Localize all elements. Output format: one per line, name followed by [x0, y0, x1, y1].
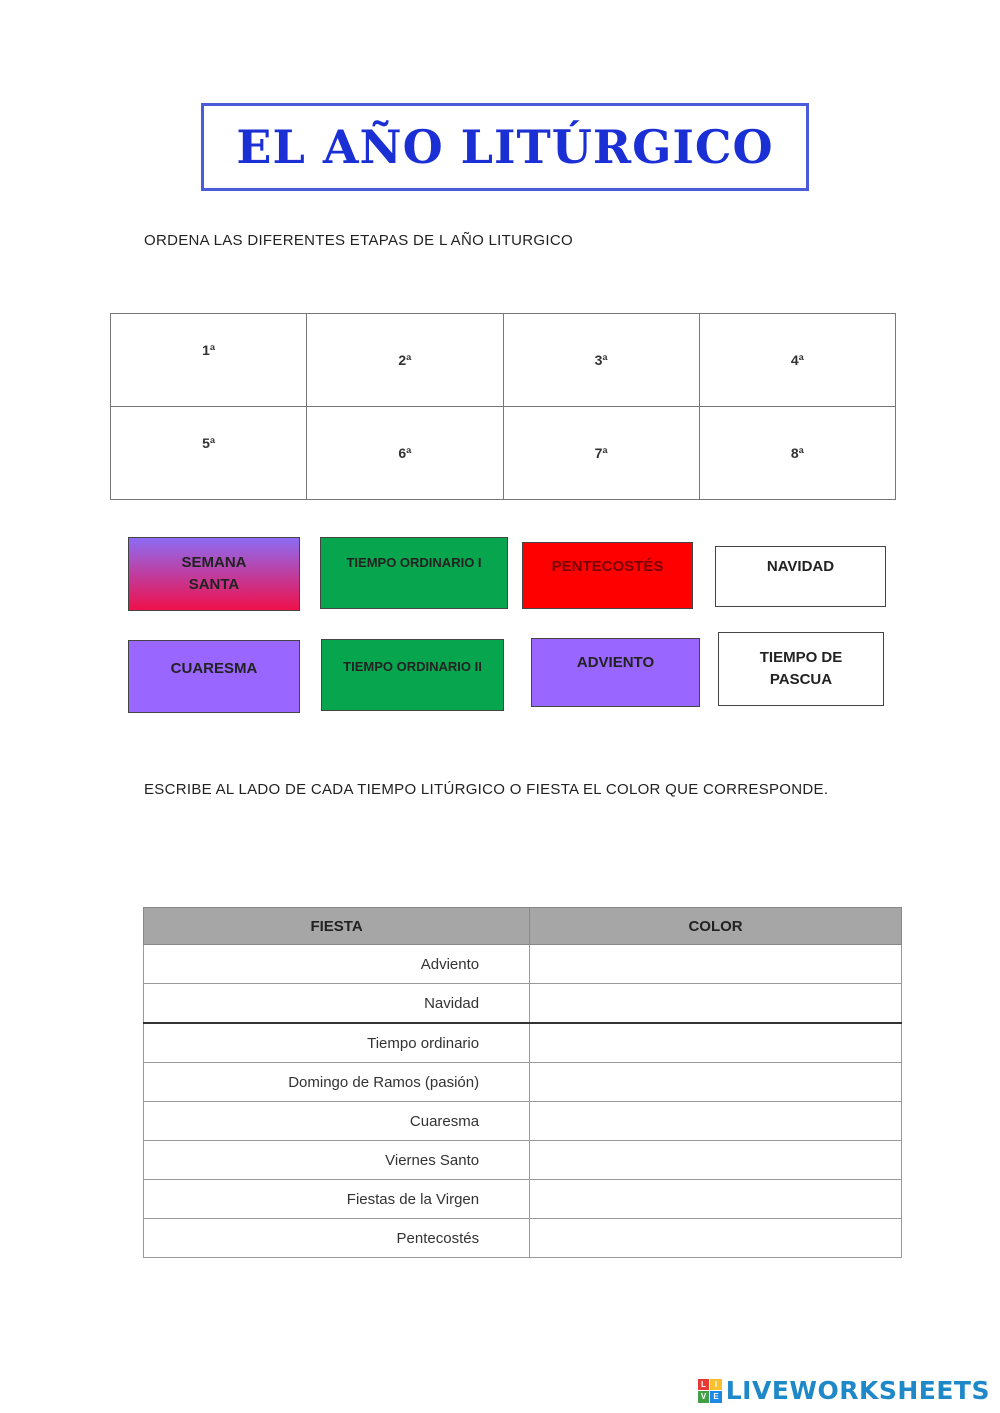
card-label-line1: SEMANA	[181, 554, 247, 572]
card-pentecostes[interactable]	[522, 542, 693, 609]
color-input-fiestas-virgen[interactable]	[530, 1180, 901, 1218]
color-input-adviento[interactable]	[530, 945, 901, 983]
card-tiempo-de-pascua[interactable]	[718, 632, 884, 706]
color-cell	[530, 1102, 902, 1141]
card-label: TIEMPO ORDINARIO I	[346, 554, 482, 570]
fiesta-name: Cuaresma	[144, 1102, 530, 1141]
color-cell	[530, 984, 902, 1024]
fiesta-name: Navidad	[144, 984, 530, 1024]
card-semana-santa[interactable]	[128, 537, 300, 611]
card-label: CUARESMA	[170, 659, 258, 677]
slot-label: 7ª	[594, 445, 608, 461]
slot-label: 3ª	[594, 352, 608, 368]
color-cell	[530, 1219, 902, 1258]
color-input-domingo-de-ramos[interactable]	[530, 1063, 901, 1101]
table-row	[144, 1180, 902, 1219]
color-cell	[530, 1141, 902, 1180]
card-label: NAVIDAD	[766, 557, 835, 575]
table-row	[144, 984, 902, 1024]
logo-mark-letter: V	[698, 1391, 710, 1403]
color-cell	[530, 1063, 902, 1102]
instruction-order: ORDENA LAS DIFERENTES ETAPAS DE L AÑO LITURGICO	[144, 232, 573, 249]
color-input-tiempo-ordinario[interactable]	[530, 1024, 901, 1062]
color-cell	[530, 1180, 902, 1219]
table-row	[144, 1102, 902, 1141]
fiesta-name: Fiestas de la Virgen	[144, 1180, 530, 1219]
page-title: EL AÑO LITÚRGICO	[236, 120, 774, 174]
fiesta-name: Adviento	[144, 945, 530, 984]
color-cell	[530, 945, 902, 984]
fiesta-name: Viernes Santo	[144, 1141, 530, 1180]
slot-label: 1ª	[202, 342, 216, 358]
order-slot-8[interactable]	[699, 407, 895, 500]
color-input-cuaresma[interactable]	[530, 1102, 901, 1140]
logo-mark-icon	[698, 1379, 722, 1403]
order-slot-3[interactable]	[503, 314, 699, 407]
title-box	[201, 103, 809, 191]
logo-mark-letter: I	[710, 1379, 722, 1391]
color-cell	[530, 1023, 902, 1063]
order-slot-7[interactable]	[503, 407, 699, 500]
slot-label: 4ª	[790, 352, 804, 368]
fiesta-name: Domingo de Ramos (pasión)	[144, 1063, 530, 1102]
slot-label: 8ª	[790, 445, 804, 461]
order-slot-4[interactable]	[699, 314, 895, 407]
order-slot-2[interactable]	[307, 314, 503, 407]
table-row	[144, 1023, 902, 1063]
card-label: ADVIENTO	[576, 653, 655, 671]
order-slot-6[interactable]	[307, 407, 503, 500]
slot-label: 6ª	[398, 445, 412, 461]
card-label-line1: TIEMPO DE	[759, 649, 843, 667]
table-row	[144, 1219, 902, 1258]
header-color: COLOR	[530, 908, 902, 945]
order-slot-5[interactable]	[111, 407, 307, 500]
color-input-viernes-santo[interactable]	[530, 1141, 901, 1179]
logo-mark-letter: L	[698, 1379, 710, 1391]
card-navidad[interactable]	[715, 546, 886, 607]
order-grid	[110, 313, 896, 500]
card-label-line2: SANTA	[188, 576, 240, 593]
color-input-pentecostes[interactable]	[530, 1219, 901, 1257]
fiesta-name: Pentecostés	[144, 1219, 530, 1258]
logo-text: LIVEWORKSHEETS	[725, 1376, 990, 1405]
card-label-line2: PASCUA	[769, 671, 833, 688]
card-tiempo-ordinario-1[interactable]	[320, 537, 508, 609]
card-label: PENTECOSTÉS	[551, 557, 664, 575]
table-row	[144, 945, 902, 984]
table-row	[144, 1063, 902, 1102]
slot-label: 5ª	[202, 435, 216, 451]
order-slot-1[interactable]	[111, 314, 307, 407]
header-fiesta: FIESTA	[144, 908, 530, 945]
card-adviento[interactable]	[531, 638, 700, 707]
card-tiempo-ordinario-2[interactable]	[321, 639, 504, 711]
liveworksheets-logo	[698, 1376, 990, 1405]
table-row	[144, 1141, 902, 1180]
card-cuaresma[interactable]	[128, 640, 300, 713]
fiesta-color-table	[143, 907, 902, 1258]
card-label: TIEMPO ORDINARIO II	[343, 658, 482, 674]
color-input-navidad[interactable]	[530, 984, 901, 1022]
logo-mark-letter: E	[710, 1391, 722, 1403]
fiesta-name: Tiempo ordinario	[144, 1023, 530, 1063]
instruction-colors: ESCRIBE AL LADO DE CADA TIEMPO LITÚRGICO O FIESTA EL COLOR QUE CORRESPONDE.	[144, 781, 829, 798]
slot-label: 2ª	[398, 352, 412, 368]
